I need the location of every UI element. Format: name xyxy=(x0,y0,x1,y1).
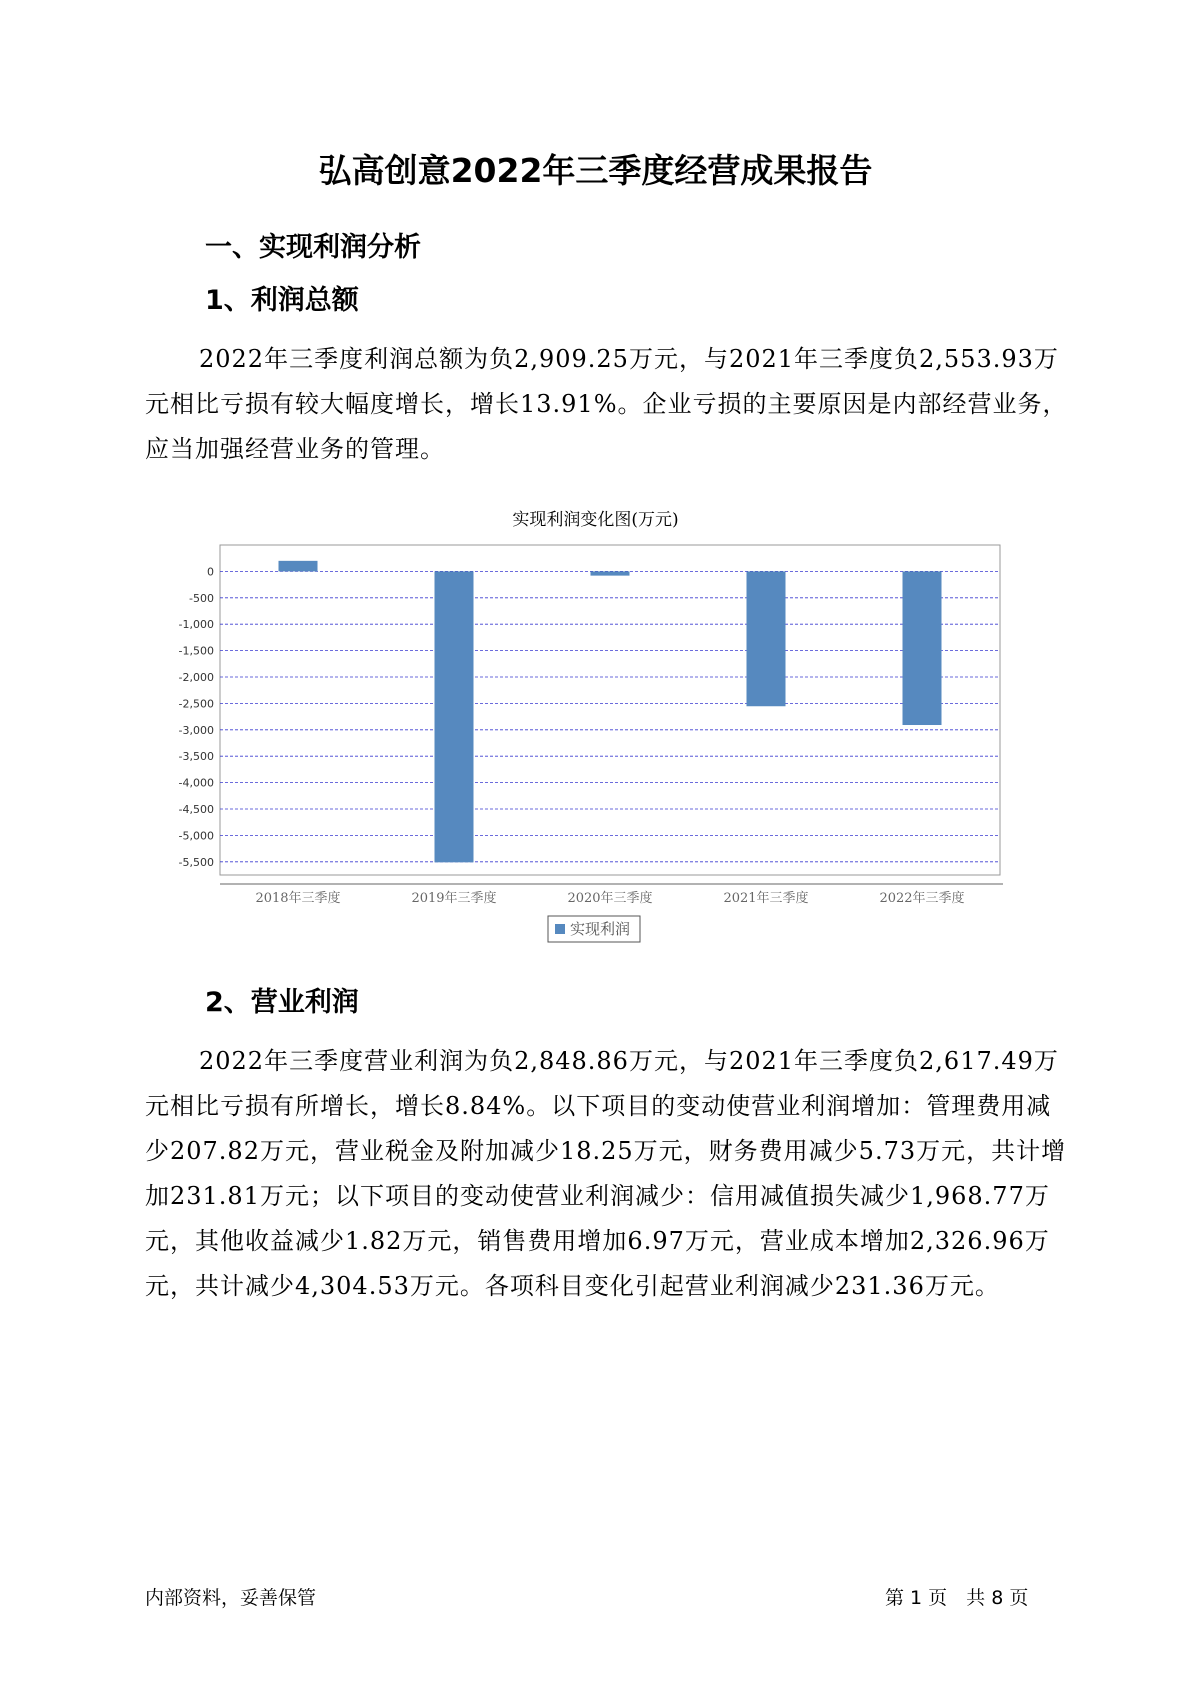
x-tick-label: 2021年三季度 xyxy=(723,891,809,906)
y-tick-label: -1,000 xyxy=(178,618,214,632)
bar xyxy=(279,561,318,572)
y-tick-label: -2,000 xyxy=(178,671,214,684)
y-tick-label: -4,000 xyxy=(178,776,214,790)
profit-bar-chart xyxy=(160,535,1020,955)
y-tick-label: 0 xyxy=(207,565,214,579)
footer-confidential: 内部资料，妥善保管 xyxy=(145,1587,317,1609)
x-tick-label: 2022年三季度 xyxy=(879,891,965,906)
legend-swatch xyxy=(555,924,565,934)
footer-page-number: 第 1 页 共 8 页 xyxy=(885,1587,1029,1609)
x-tick-label: 2019年三季度 xyxy=(411,891,497,906)
bar xyxy=(903,571,942,725)
y-tick-label: -4,500 xyxy=(178,803,214,816)
paragraph-total-profit: 2022年三季度利润总额为负2,909.25万元，与2021年三季度负2,553.93万元相比亏损有较大幅度增长，增长13.91%。企业亏损的主要原因是内部经营业务，应当加强经营业务的管理。 xyxy=(145,345,1068,463)
y-tick-label: -5,500 xyxy=(178,855,214,869)
bar xyxy=(591,571,630,575)
y-tick-label: -1,500 xyxy=(178,644,214,658)
legend xyxy=(548,916,640,942)
x-tick-label: 2018年三季度 xyxy=(255,891,341,906)
page-title: 弘高创意2022年三季度经营成果报告 xyxy=(318,151,873,190)
y-tick-label: -5,000 xyxy=(178,829,214,843)
y-tick-label: -500 xyxy=(189,591,214,605)
y-axis-ticks xyxy=(179,565,214,868)
legend-label: 实现利润 xyxy=(570,920,631,938)
subheading-total-profit: 1、利润总额 xyxy=(205,285,359,316)
plot-area xyxy=(220,545,1000,875)
x-tick-label: 2020年三季度 xyxy=(567,891,653,906)
bar xyxy=(747,571,786,706)
subheading-operating-profit: 2、营业利润 xyxy=(205,987,359,1018)
y-tick-label: -3,500 xyxy=(178,750,214,764)
section-heading-profit-analysis: 一、实现利润分析 xyxy=(205,232,421,263)
chart-title: 实现利润变化图(万元) xyxy=(512,510,679,530)
x-axis-ticks xyxy=(255,890,964,906)
paragraph-operating-profit: 2022年三季度营业利润为负2,848.86万元，与2021年三季度负2,617.49万元相比亏损有所增长，增长8.84%。以下项目的变动使营业利润增加：管理费用减少207.82万元，营业税金及附加减少18.25万元，财务费用减少5.73万元，共计增加231.81万元；以下项目的变动使营业利润减少：信用减值损失减少1,968.77万元，其他收益减少1.82万元，销售费用增加6.97万元，营业成本增加2,326.96万元，共计减少4,304.53万元。各项科目变化引起营业利润减少231.36万元。 xyxy=(145,1047,1067,1300)
y-tick-label: -3,000 xyxy=(178,723,214,737)
bar xyxy=(435,571,474,862)
y-tick-label: -2,500 xyxy=(178,697,214,711)
